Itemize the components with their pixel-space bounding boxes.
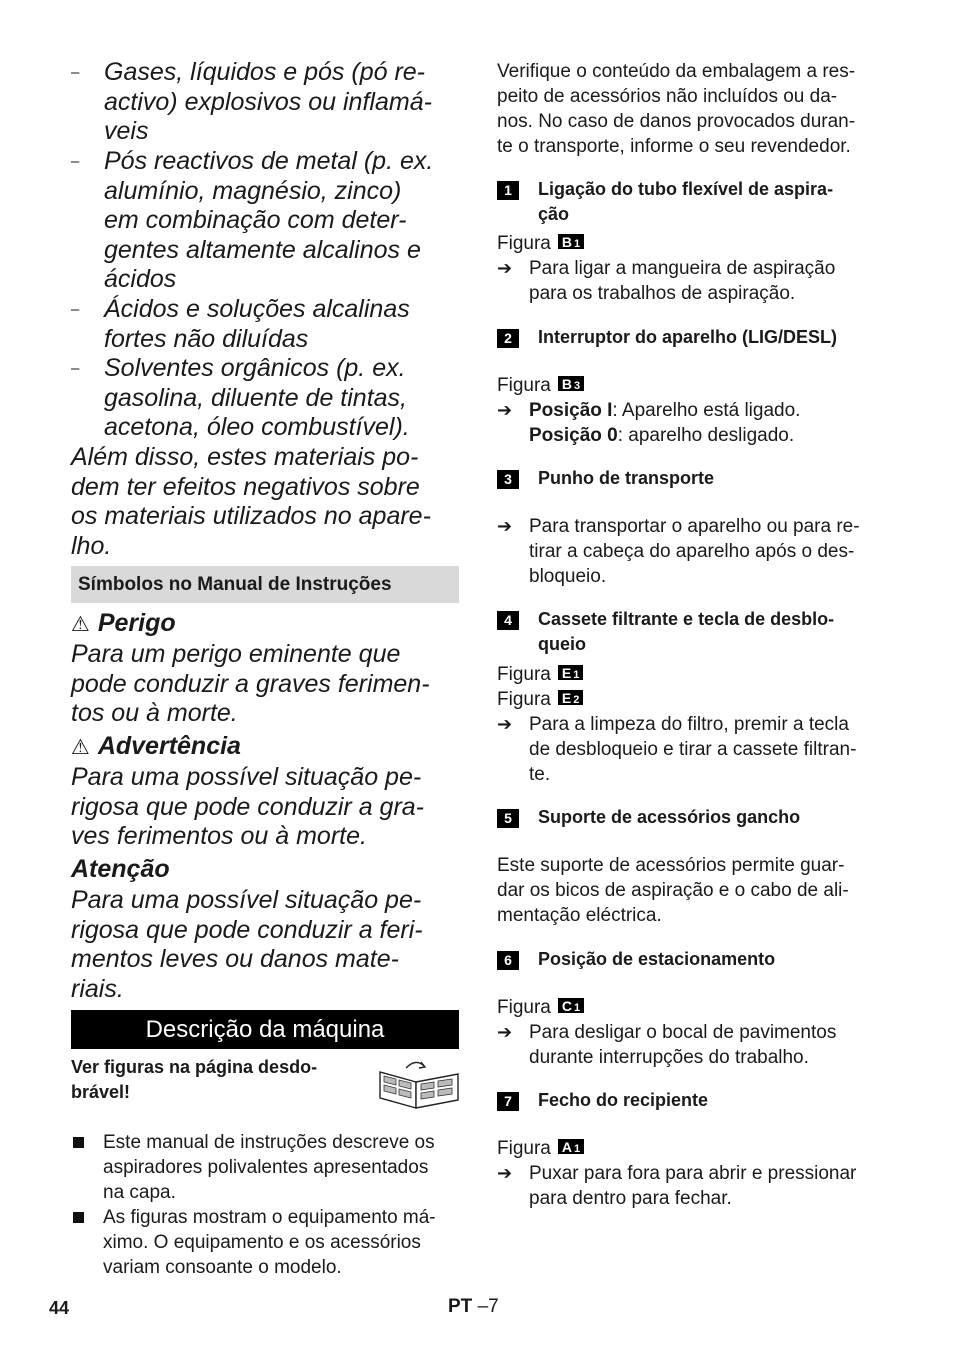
square-bullet-icon <box>73 1137 84 1148</box>
line: Para uma possível situação pe- <box>71 763 422 791</box>
item-number: 6 <box>497 951 519 970</box>
dash-bullet: – <box>71 301 80 318</box>
line: fortes não diluídas <box>104 324 309 353</box>
separator: – <box>477 1296 489 1317</box>
figure-number: 3 <box>573 380 581 393</box>
line: rigosa que pode conduzir a feri- <box>71 915 423 944</box>
line: brável! <box>71 1082 131 1102</box>
item-number: 5 <box>497 809 519 828</box>
caution-heading <box>71 854 170 884</box>
line: Para desligar o bocal de pavimentos <box>529 1022 837 1043</box>
symbols-heading: Símbolos no Manual de Instruções <box>71 566 459 603</box>
figure-letter: B <box>561 234 572 251</box>
figure-number: 1 <box>573 669 580 682</box>
square-bullet-icon <box>73 1212 84 1223</box>
position-text: : aparelho desligado. <box>617 425 795 446</box>
line: Interruptor do aparelho (LIG/DESL) <box>538 327 838 347</box>
figure-ref <box>497 231 584 256</box>
figure-ref <box>497 687 583 712</box>
arrow-right-icon: ➔ <box>497 400 513 420</box>
figure-label: Figura <box>497 689 551 710</box>
arrow-right-icon: ➔ <box>497 714 513 734</box>
line: mentação eléctrica. <box>497 905 662 926</box>
item-number: 2 <box>497 329 519 348</box>
line: Este manual de instruções descreve os <box>103 1132 435 1153</box>
line: ximo. O equipamento e os acessórios <box>103 1232 421 1253</box>
line: Punho de transporte <box>538 468 715 488</box>
language-code: PT <box>448 1296 473 1317</box>
warning-triangle-icon: ⚠ <box>71 613 90 636</box>
figure-badge <box>558 1139 584 1154</box>
section-heading: Descrição da máquina <box>71 1010 459 1049</box>
intro-paragraph <box>497 59 889 159</box>
danger-heading <box>71 608 176 640</box>
line: Solventes orgânicos (p. ex. <box>104 354 406 382</box>
figure-label: Figura <box>497 233 551 254</box>
caution-text <box>71 886 463 1004</box>
page-number: 44 <box>49 1298 70 1318</box>
line: As figuras mostram o equipamento má- <box>103 1207 436 1228</box>
figure-label: Figura <box>497 664 551 685</box>
figure-ref <box>497 995 584 1020</box>
dash-bullet: – <box>71 64 80 81</box>
line: te o transporte, informe o seu revendedor. <box>497 136 851 157</box>
line: Ligação do tubo flexível de aspira- <box>538 179 834 199</box>
position-label: Posição I <box>529 400 613 421</box>
line: Posição de estacionamento <box>538 949 776 969</box>
figure-letter: B <box>561 376 572 393</box>
figure-number: 1 <box>573 1002 581 1015</box>
arrow-right-icon: ➔ <box>497 1022 513 1042</box>
line: Gases, líquidos e pós (pó re- <box>104 58 425 86</box>
line: acetona, óleo combustível). <box>104 413 410 441</box>
figure-letter: C <box>561 998 572 1015</box>
line: veis <box>104 117 149 145</box>
figure-number: 1 <box>573 1143 581 1156</box>
warning-title: Advertência <box>97 732 241 760</box>
figure-ref <box>497 1136 584 1161</box>
warning-triangle-icon: ⚠ <box>71 736 90 759</box>
section-page-indicator <box>448 1296 499 1318</box>
position-label: Posição 0 <box>529 425 618 446</box>
arrow-right-icon: ➔ <box>497 1163 513 1183</box>
line: Para transportar o aparelho ou para re- <box>529 516 860 537</box>
figure-letter: E <box>561 665 572 682</box>
danger-text <box>71 640 463 729</box>
line: Pós reactivos de metal (p. ex. <box>104 147 434 175</box>
warning-text <box>71 763 463 852</box>
figure-badge <box>558 665 583 680</box>
line: Ácidos e soluções alcalinas <box>104 295 410 323</box>
line: lho. <box>71 531 112 560</box>
figure-number: 2 <box>573 694 580 707</box>
line: variam consoante o modelo. <box>103 1257 342 1278</box>
line: aspiradores polivalentes apresentados <box>103 1157 429 1178</box>
figure-ref <box>497 373 584 398</box>
line: Cassete filtrante e tecla de desblo- <box>538 609 835 629</box>
line: Para a limpeza do filtro, premir a tecla <box>529 714 849 735</box>
line: na capa. <box>103 1182 176 1203</box>
line: dar os bicos de aspiração e o cabo de ali- <box>497 880 849 901</box>
line: Ver figuras na página desdo- <box>71 1057 318 1077</box>
line: em combinação com deter- <box>104 206 407 234</box>
item-number: 3 <box>497 470 519 489</box>
line: os materiais utilizados no apare- <box>71 502 431 530</box>
item-number: 1 <box>497 181 519 200</box>
warning-heading <box>71 731 241 763</box>
warning-paragraph <box>71 443 463 561</box>
line: alumínio, magnésio, zinco) <box>104 176 402 205</box>
line: Para um perigo eminente que <box>71 640 401 668</box>
line: Puxar para fora para abrir e pressionar <box>529 1163 857 1184</box>
dash-bullet: – <box>71 360 80 377</box>
figure-number: 1 <box>573 238 581 251</box>
line: Suporte de acessórios gancho <box>538 807 801 827</box>
line: tirar a cabeça do aparelho após o des- <box>529 541 855 562</box>
local-page-number: 7 <box>488 1296 499 1317</box>
line: peito de acessórios não incluídos ou da- <box>497 86 838 107</box>
line: Fecho do recipiente <box>538 1090 709 1110</box>
figure-badge <box>558 376 584 391</box>
foldout-book-icon <box>376 1058 462 1110</box>
line: activo) explosivos ou inflamá- <box>104 87 432 116</box>
line: nos. No caso de danos provocados duran- <box>497 111 856 132</box>
figure-letter: A <box>561 1139 572 1156</box>
line: ácidos <box>104 265 177 293</box>
line: Para ligar a mangueira de aspiração <box>529 258 836 279</box>
danger-title: Perigo <box>97 609 176 637</box>
line: ves ferimentos ou à morte. <box>71 822 367 850</box>
item-number: 4 <box>497 611 519 630</box>
line: bloqueio. <box>529 566 607 587</box>
dash-bullet: – <box>71 153 80 170</box>
line: tos ou à morte. <box>71 699 238 727</box>
line <box>529 398 889 423</box>
line: riais. <box>71 974 124 1003</box>
figure-ref <box>497 662 583 687</box>
line: Para uma possível situação pe- <box>71 886 422 914</box>
line: rigosa que pode conduzir a gra- <box>71 792 425 821</box>
caution-title: Atenção <box>71 855 170 883</box>
line: dem ter efeitos negativos sobre <box>71 472 420 501</box>
figure-badge <box>558 690 583 705</box>
line: de desbloqueio e tirar a cassete filtran- <box>529 739 857 760</box>
item-description <box>497 853 889 928</box>
figure-label: Figura <box>497 375 551 396</box>
position-text: : Aparelho está ligado. <box>612 400 801 421</box>
figure-label: Figura <box>497 997 551 1018</box>
line <box>529 423 889 448</box>
line: para os trabalhos de aspiração. <box>529 283 796 304</box>
line: te. <box>529 764 551 785</box>
line: gasolina, diluente de tintas, <box>104 383 407 412</box>
figure-badge <box>558 234 584 249</box>
line: Além disso, estes materiais po- <box>71 443 419 471</box>
line: queio <box>538 634 586 654</box>
line: durante interrupções do trabalho. <box>529 1047 809 1068</box>
item-number: 7 <box>497 1092 519 1111</box>
see-figures-note <box>71 1055 371 1105</box>
line: gentes altamente alcalinos e <box>104 235 421 264</box>
figure-letter: E <box>561 690 572 707</box>
line: Este suporte de acessórios permite guar- <box>497 855 845 876</box>
line: Verifique o conteúdo da embalagem a res- <box>497 61 856 82</box>
line: mentos leves ou danos mate- <box>71 945 399 973</box>
figure-badge <box>558 998 584 1013</box>
arrow-right-icon: ➔ <box>497 258 513 278</box>
line: ção <box>538 204 570 224</box>
line: pode conduzir a graves ferimen- <box>71 669 430 698</box>
line: para dentro para fechar. <box>529 1188 732 1209</box>
figure-label: Figura <box>497 1138 551 1159</box>
arrow-right-icon: ➔ <box>497 516 513 536</box>
